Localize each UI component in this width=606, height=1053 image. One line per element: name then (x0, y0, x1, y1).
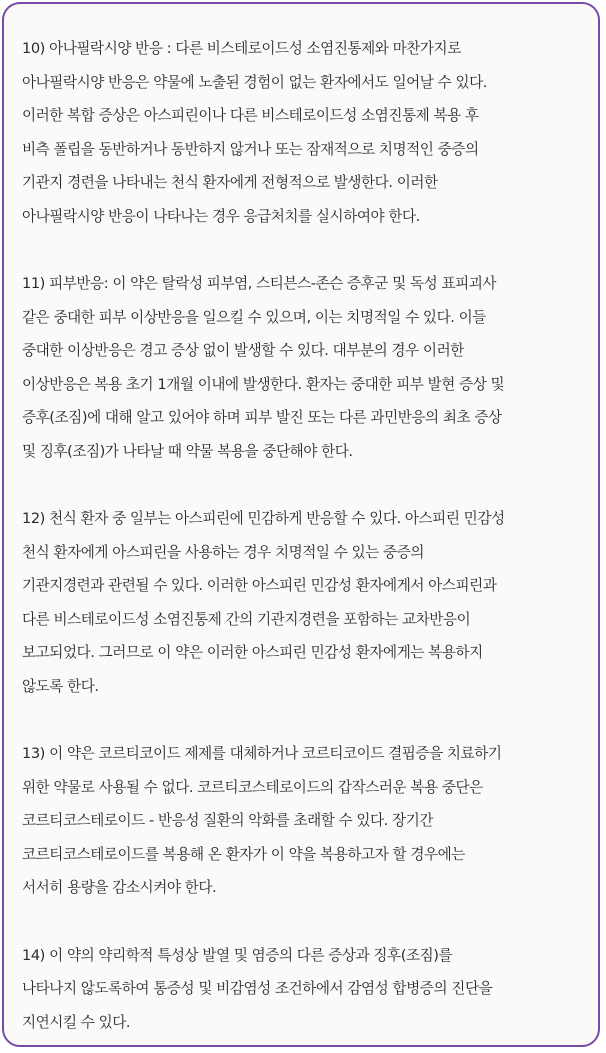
text-line: 13) 이 약은 코르티코이드 제제를 대체하거나 코르티코이드 결핍증을 치료하기 (22, 745, 502, 762)
precautions-text (22, 32, 594, 1039)
text-line: 및 징후(조짐)가 나타날 때 약물 복용을 중단해야 한다. (22, 442, 353, 460)
text-line: 기관지경련과 관련될 수 있다. 이러한 아스피린 민감성 환자에게서 아스피린과 (22, 577, 497, 594)
text-line: 천식 환자에게 아스피린을 사용하는 경우 치명적일 수 있는 중증의 (22, 543, 424, 561)
text-line: 않도록 한다. (22, 677, 99, 695)
text-line: 증후(조짐)에 대해 알고 있어야 하며 피부 발진 또는 다른 과민반응의 최초 증상 (22, 409, 502, 426)
text-line: 아나필락시양 반응이 나타나는 경우 응급처치를 실시하여야 한다. (22, 207, 420, 225)
precautions-card (2, 2, 600, 1047)
paragraph-masking-infection (22, 939, 594, 1040)
text-line: 이러한 복합 증상은 아스피린이나 다른 비스테로이드성 소염진통제 복용 후 (22, 107, 479, 124)
text-line: 12) 천식 환자 중 일부는 아스피린에 민감하게 반응할 수 있다. 아스피린 민감성 (22, 510, 505, 527)
paragraph-aspirin-sensitive-asthma (22, 502, 594, 703)
text-line: 중대한 이상반응은 경고 증상 없이 발생할 수 있다. 대부분의 경우 이러한 (22, 342, 464, 359)
text-line: 아나필락시양 반응은 약물에 노출된 경험이 없는 환자에서도 일어날 수 있다. (22, 73, 487, 91)
text-line: 기관지 경련을 나타내는 천식 환자에게 전형적으로 발생한다. 이러한 (22, 174, 438, 191)
paragraph-corticosteroid (22, 737, 594, 905)
text-line: 비측 폴립을 동반하거나 동반하지 않거나 또는 잠재적으로 치명적인 중증의 (22, 140, 479, 158)
text-line: 보고되었다. 그러므로 이 약은 이러한 아스피린 민감성 환자에게는 복용하지 (22, 644, 483, 661)
text-line: 위한 약물로 사용될 수 없다. 코르티코스테로이드의 갑작스러운 복용 중단은 (22, 778, 483, 796)
text-line: 서서히 용량을 감소시켜야 한다. (22, 879, 217, 896)
text-line: 14) 이 약의 약리학적 특성상 발열 및 염증의 다른 증상과 징후(조짐)를 (22, 946, 453, 964)
text-line: 코르티코스테로이드를 복용해 온 환자가 이 약을 복용하고자 할 경우에는 (22, 845, 465, 863)
paragraph-skin-reactions (22, 267, 594, 468)
text-line: 같은 중대한 피부 이상반응을 일으킬 수 있으며, 이는 치명적일 수 있다. 이들 (22, 308, 486, 326)
text-line: 이상반응은 복용 초기 1개월 이내에 발생한다. 환자는 중대한 피부 발현 증상 및 (22, 375, 505, 393)
text-line: 11) 피부반응: 이 약은 탈락성 피부염, 스티븐스-존슨 증후군 및 독성 표피괴사 (22, 275, 497, 292)
text-line: 10) 아나필락시양 반응 : 다른 비스테로이드성 소염진통제와 마찬가지로 (22, 40, 461, 57)
text-line: 지연시킬 수 있다. (22, 1013, 131, 1031)
text-line: 코르티코스테로이드 - 반응성 질환의 악화를 초래할 수 있다. 장기간 (22, 812, 434, 829)
text-line: 나타나지 않도록하여 통증성 및 비감염성 조건하에서 감염성 합병증의 진단을 (22, 980, 493, 997)
text-line: 다른 비스테로이드성 소염진통제 간의 기관지경련을 포함하는 교차반응이 (22, 610, 471, 628)
paragraph-anaphylactoid (22, 32, 594, 233)
